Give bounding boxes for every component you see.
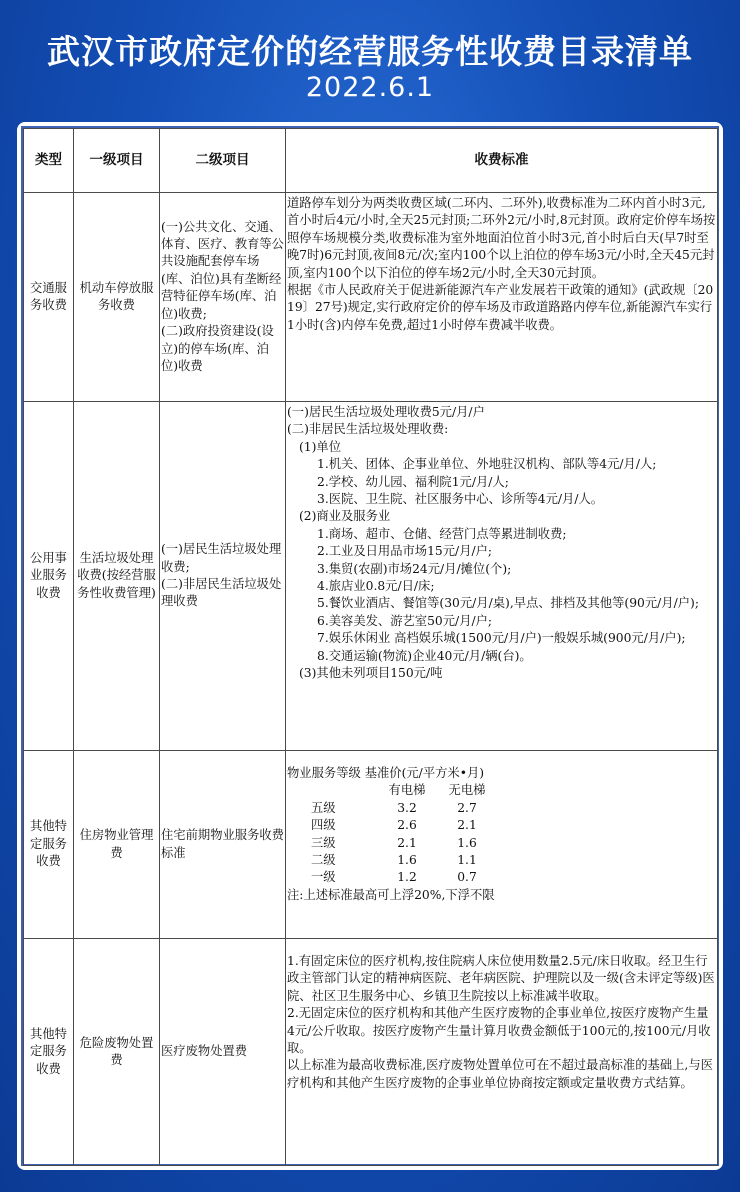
standard-line: 4.旅店业0.8元/日/床; [317,579,435,594]
standard-line: (3)其他未列项目150元/吨 [299,666,443,681]
grid-header-blank [289,782,377,799]
page-title: 武汉市政府定价的经营服务性收费目录清单 [47,32,693,71]
cell-level1: 生活垃圾处理收费(按经营服务性收费管理) [74,402,160,751]
grid-row [289,869,716,886]
grid-without-elevator: 2.1 [457,818,477,833]
cell-type: 交通服务收费 [24,193,74,402]
standard-line: (一)居民生活垃圾处理收费5元/月/户 [287,405,485,419]
fee-table [23,128,718,1166]
standard-line: 1.商场、超市、仓储、经营门点等累进制收费; [317,526,567,541]
standard-paragraph: 2.无固定床位的医疗机构和其他产生医疗废物的企事业单位,按医疗废物产生量4元/公斤收取。按医疗废物产生量计算月收费金额低于100元的,按100元/月收取。 [287,1006,711,1056]
table-row [24,939,718,1166]
grid-level: 三级 [311,835,336,850]
standard-line: (二)非居民生活垃圾处理收费: [287,422,449,437]
standard-note: 注:上述标准最高可上浮20%,下浮不限 [287,887,495,902]
grid-with-elevator: 3.2 [397,800,417,815]
grid-level: 二级 [311,853,336,868]
standard-paragraph: 1.有固定床位的医疗机构,按住院病人床位使用数量2.5元/床日收取。经卫生行政主管部门认定的精神病医院、老年病医院、护理院以及一级(含未评定等级)医院、社区卫生服务中心、乡镇卫生院按以上标准减半收取。 [287,954,715,1003]
cell-level2: 住宅前期物业服务收费标准 [160,751,286,939]
standard-line: 8.交通运输(物流)企业40元/月/辆(台)。 [317,648,532,663]
grid-with-elevator: 1.2 [397,870,417,885]
grid-without-elevator: 2.7 [457,800,477,815]
table-row [24,402,718,751]
grid-row [289,800,716,817]
cell-type: 公用事业服务收费 [24,402,74,751]
page-header [0,0,740,118]
table-row [24,751,718,939]
standard-intro: 物业服务等级 基准价(元/平方米•月) [287,766,485,780]
standard-paragraph: 根据《市人民政府关于促进新能源汽车产业发展若干政策的通知》(武政规〔2019〕27号)规定,实行政府定价的停车场及市政道路路内停车位,新能源汽车实行1小时(含)内停车免费,超过1小时停车费减半收费。 [287,283,714,332]
grid-without-elevator: 0.7 [457,870,477,885]
cell-level1: 住房物业管理费 [74,751,160,939]
header-level1: 一级项目 [74,129,160,193]
standard-paragraph: 道路停车划分为两类收费区域(二环内、二环外),收费标准为二环内首小时3元,首小时后4元/小时,全天25元封顶;二环外2元/小时,8元封顶。政府定价停车场按照停车场规模分类,收费标准为室外地面泊位首小时3元,首小时后白天(早7时至晚7时)6元封顶,夜间8元/次;室内100个以上泊位的停车场3元/小时,全天45元封顶,室内100个以下泊位的停车场2元/小时,全天30元封顶。 [287,196,716,280]
standard-line: 1.机关、团体、企事业单位、外地驻汉机构、部队等4元/月/人; [317,457,657,472]
header-standard: 收费标准 [286,129,718,193]
grid-row [289,852,716,869]
cell-level2: (一)居民生活垃圾处理收费; (二)非居民生活垃圾处理收费 [160,402,286,751]
grid-header-row [289,782,716,799]
header-type: 类型 [24,129,74,193]
cell-level2: (一)公共文化、交通、体育、医疗、教育等公共设施配套停车场(库、泊位)具有垄断经营特征停车场(库、泊位)收费; (二)政府投资建设(设立)的停车场(库、泊位)收费 [160,193,286,402]
cell-standard [286,402,718,751]
table-row [24,193,718,402]
standard-line: 3.集贸(农副)市场24元/月/摊位(个); [317,561,512,576]
cell-level2: 医疗废物处置费 [160,939,286,1166]
standard-line: (2)商业及服务业 [299,509,391,524]
cell-standard [286,939,718,1166]
grid-with-elevator: 1.6 [397,853,417,868]
cell-type: 其他特定服务收费 [24,939,74,1166]
cell-standard [286,193,718,402]
standard-line: 5.餐饮业酒店、餐馆等(30元/月/桌),早点、排档及其他等(90元/月/户); [317,596,699,611]
standard-line: 2.工业及日用品市场15元/月/户; [317,544,493,559]
cell-type: 其他特定服务收费 [24,751,74,939]
standard-line: 6.美容美发、游艺室50元/月/户; [317,613,493,628]
grid-header-without-elevator: 无电梯 [448,783,486,798]
grid-level: 一级 [311,870,336,885]
header-level2: 二级项目 [160,129,286,193]
page-date: 2022.6.1 [305,72,435,103]
grid-row [289,817,716,834]
cell-level1: 危险废物处置费 [74,939,160,1166]
grid-without-elevator: 1.6 [457,835,477,850]
cell-standard [286,751,718,939]
grid-with-elevator: 2.6 [397,818,417,833]
standard-line: 3.医院、卫生院、社区服务中心、诊所等4元/月/人。 [317,492,604,507]
cell-level1: 机动车停放服务收费 [74,193,160,402]
grid-with-elevator: 2.1 [397,835,417,850]
standard-line: 2.学校、幼儿园、福利院1元/月/人; [317,474,509,489]
fee-list-card [17,122,723,1170]
standard-line: 7.娱乐休闲业 高档娱乐城(1500元/月/户)一般娱乐城(900元/月/户); [317,631,686,646]
table-frame [21,126,719,1166]
grid-level: 四级 [311,818,336,833]
price-grid [287,782,716,886]
grid-without-elevator: 1.1 [457,853,477,868]
grid-header-with-elevator: 有电梯 [388,783,426,798]
grid-row [289,835,716,852]
table-header-row [24,129,718,193]
standard-paragraph: 以上标准为最高收费标准,医疗废物处置单位可在不超过最高标准的基础上,与医疗机构和其他产生医疗废物的企事业单位协商按定额或定量收费方式结算。 [287,1058,713,1090]
standard-line: (1)单位 [299,439,342,454]
grid-level: 五级 [311,800,336,815]
